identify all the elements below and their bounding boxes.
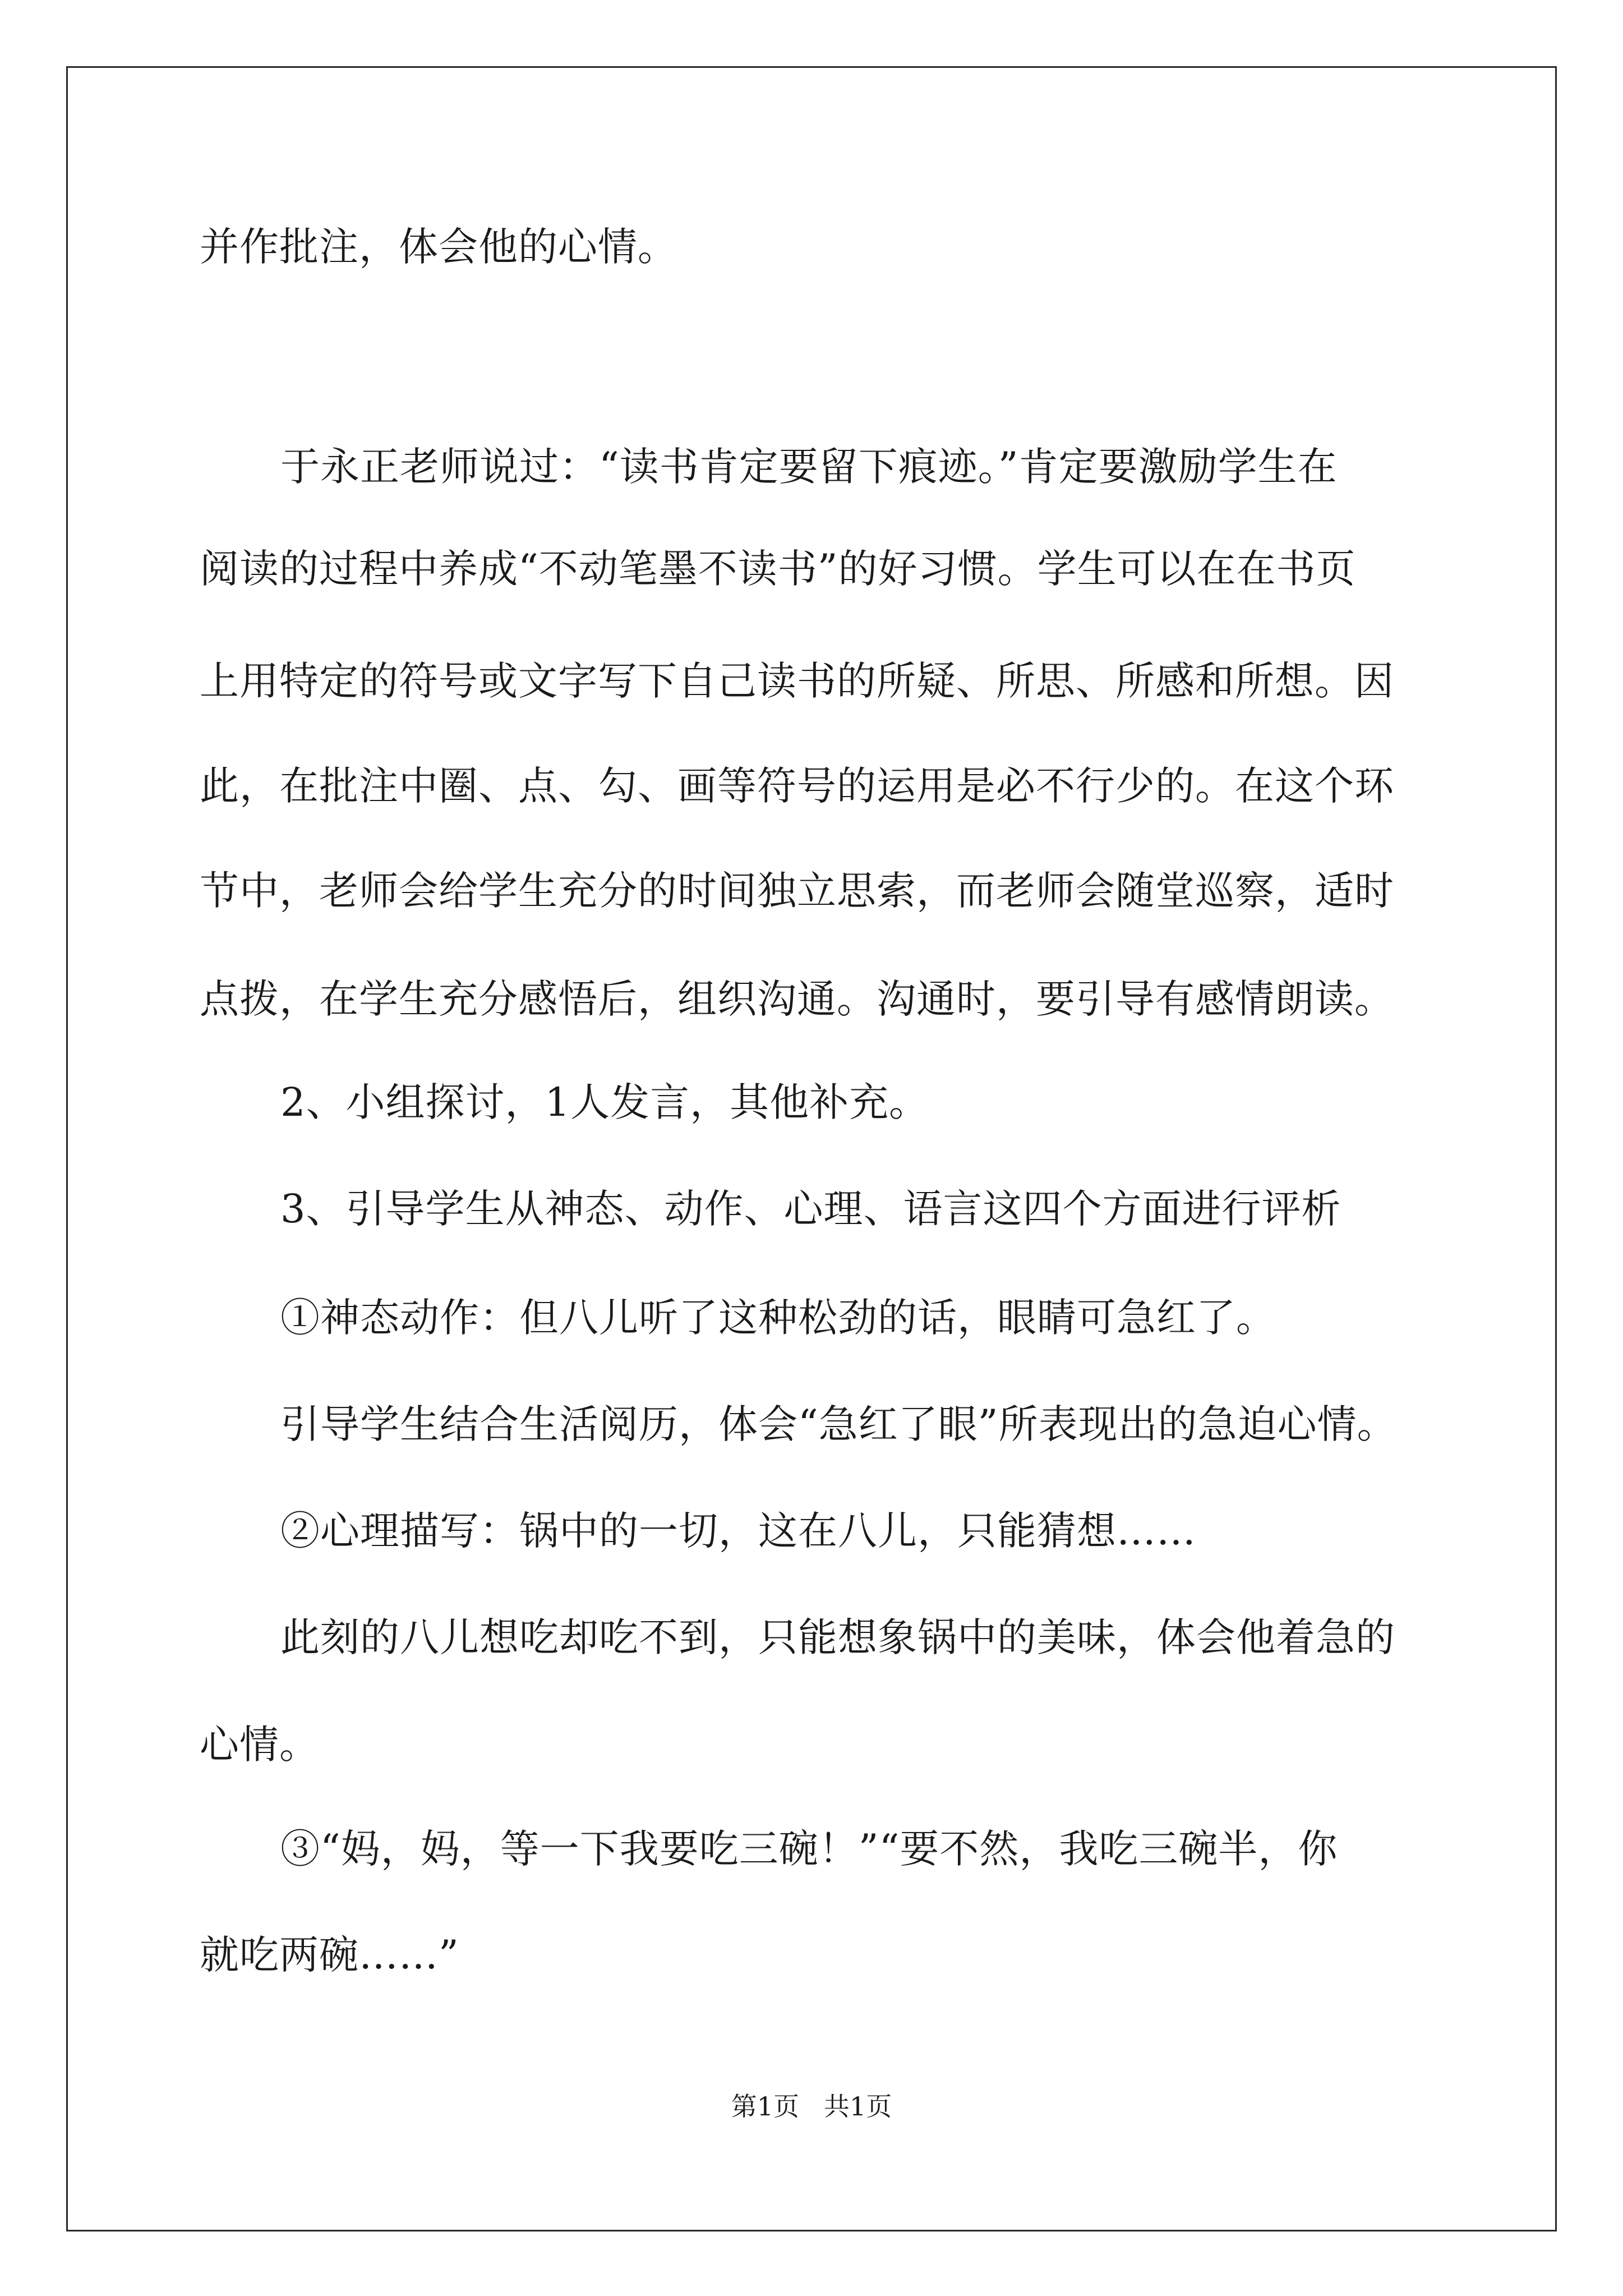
page-footer: 第1页 共1页	[731, 2091, 892, 2122]
text-line-3: 阅读的过程中养成“不动笔墨不读书”的好习惯。学生可以在在书页	[200, 546, 1356, 592]
text-line-15: ③“妈，妈，等一下我要吃三碗！”“要不然，我吃三碗半，你	[280, 1826, 1338, 1872]
text-line-12: ②心理描写：锅中的一切，这在八儿，只能猜想……	[280, 1508, 1196, 1554]
text-line-16: 就吃两碗……”	[200, 1932, 459, 1978]
text-line-1: 并作批注，体会他的心情。	[200, 224, 677, 270]
text-line-14: 心情。	[200, 1722, 319, 1768]
text-line-6: 节中，老师会给学生充分的时间独立思索，而老师会随堂巡察，适时	[200, 868, 1394, 914]
text-line-8: 2、小组探讨，1人发言，其他补充。	[280, 1079, 929, 1125]
text-line-10: ①神态动作：但八儿听了这种松劲的话，眼睛可急红了。	[280, 1295, 1276, 1341]
text-line-5: 此，在批注中圈、点、勾、画等符号的运用是必不行少的。在这个环	[200, 763, 1394, 809]
text-line-13: 此刻的八儿想吃却吃不到，只能想象锅中的美味，体会他着急的	[280, 1614, 1395, 1660]
text-line-2: 于永正老师说过：“读书肯定要留下痕迹。”肯定要激励学生在	[280, 444, 1338, 490]
text-line-9: 3、引导学生从神态、动作、心理、语言这四个方面进行评析	[280, 1186, 1341, 1232]
page-border	[66, 66, 1557, 2231]
text-line-11: 引导学生结合生活阅历，体会“急红了眼”所表现出的急迫心情。	[280, 1401, 1397, 1447]
text-line-4: 上用特定的符号或文字写下自己读书的所疑、所思、所感和所想。因	[200, 658, 1394, 704]
text-line-7: 点拨，在学生充分感悟后，组织沟通。沟通时，要引导有感情朗读。	[200, 976, 1394, 1022]
